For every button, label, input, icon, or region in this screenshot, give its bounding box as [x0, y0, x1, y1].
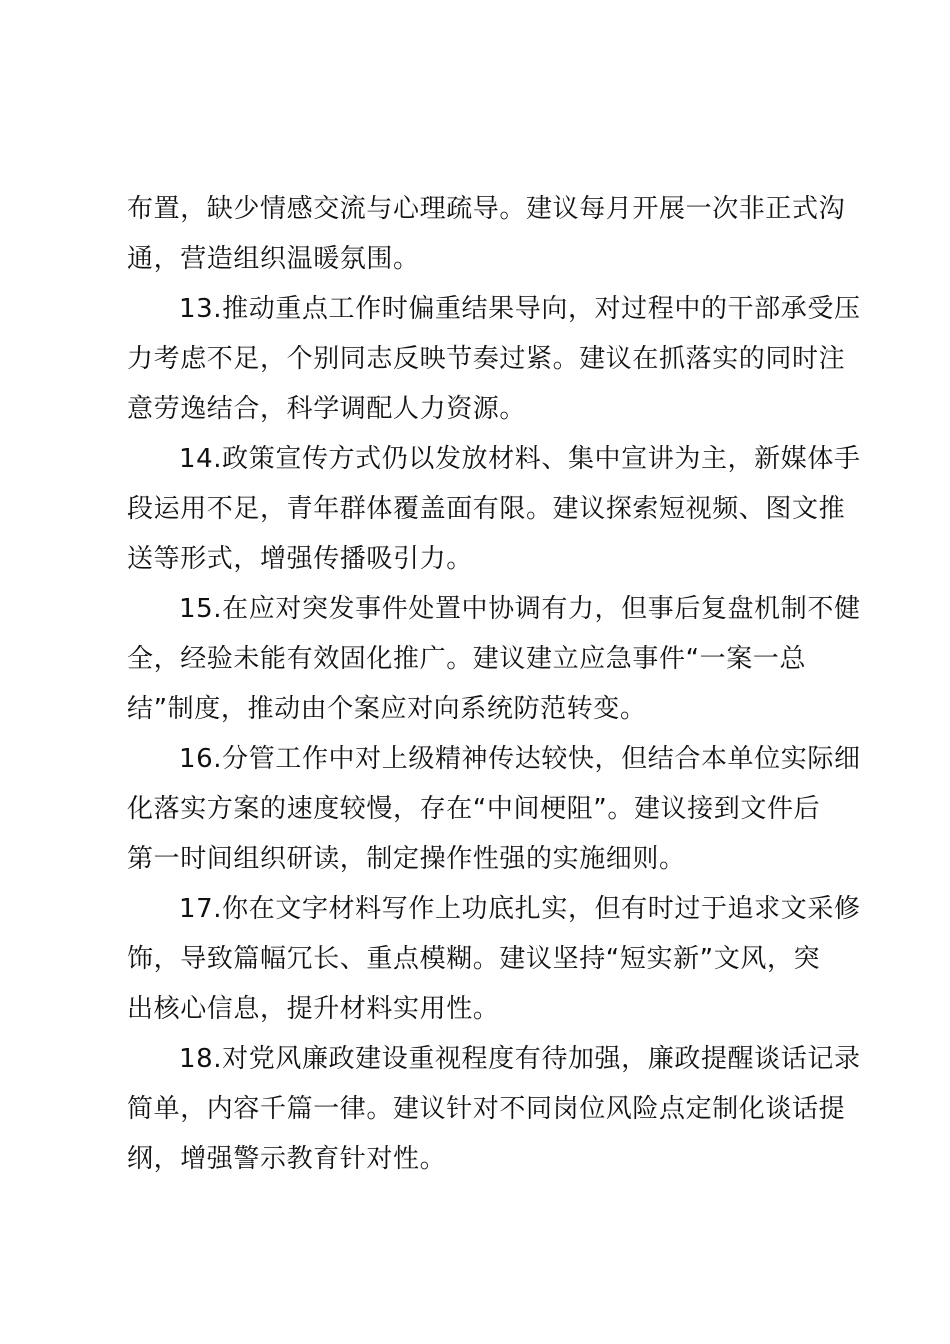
paragraph-item-14 [127, 434, 861, 584]
document-page [127, 184, 861, 1184]
paragraph-line: 意劳逸结合，科学调配人力资源。 [127, 394, 527, 424]
paragraph-first-line: 15.在应对突发事件处置中协调有力，但事后复盘机制不健 [179, 594, 861, 624]
paragraph-line: 通，营造组织温暖氛围。 [127, 244, 420, 274]
paragraph-first-line: 16.分管工作中对上级精神传达较快，但结合本单位实际细 [179, 744, 861, 774]
paragraph-first-line: 14.政策宣传方式仍以发放材料、集中宣讲为主，新媒体手 [179, 444, 861, 474]
paragraph-line: 结”制度，推动由个案应对向系统防范转变。 [127, 694, 647, 724]
paragraph-line: 出核心信息，提升材料实用性。 [127, 994, 500, 1024]
paragraph-item-18 [127, 1034, 861, 1184]
paragraph-line: 饰，导致篇幅冗长、重点模糊。建议坚持“短实新”文风，突 [127, 944, 821, 974]
paragraph-line: 段运用不足，青年群体覆盖面有限。建议探索短视频、图文推 [127, 494, 846, 524]
paragraph-line: 全，经验未能有效固化推广。建议建立应急事件“一案一总 [127, 644, 807, 674]
paragraph-item-16 [127, 734, 861, 884]
paragraph-first-line: 17.你在文字材料写作上功底扎实，但有时过于追求文采修 [179, 894, 861, 924]
paragraph-first-line: 13.推动重点工作时偏重结果导向，对过程中的干部承受压 [179, 294, 861, 324]
paragraph-line: 布置，缺少情感交流与心理疏导。建议每月开展一次非正式沟 [127, 194, 846, 224]
paragraph-item-15 [127, 584, 861, 734]
paragraph-line: 力考虑不足，个别同志反映节奏过紧。建议在抓落实的同时注 [127, 344, 846, 374]
paragraph-item-13 [127, 284, 861, 434]
paragraph-continued [127, 184, 846, 284]
paragraph-line: 送等形式，增强传播吸引力。 [127, 544, 473, 574]
paragraph-line: 化落实方案的速度较慢，存在“中间梗阻”。建议接到文件后 [127, 794, 821, 824]
paragraph-item-17 [127, 884, 861, 1034]
paragraph-first-line: 18.对党风廉政建设重视程度有待加强，廉政提醒谈话记录 [179, 1044, 861, 1074]
paragraph-line: 简单，内容千篇一律。建议针对不同岗位风险点定制化谈话提 [127, 1094, 846, 1124]
paragraph-line: 纲，增强警示教育针对性。 [127, 1144, 447, 1174]
paragraph-line: 第一时间组织研读，制定操作性强的实施细则。 [127, 844, 686, 874]
